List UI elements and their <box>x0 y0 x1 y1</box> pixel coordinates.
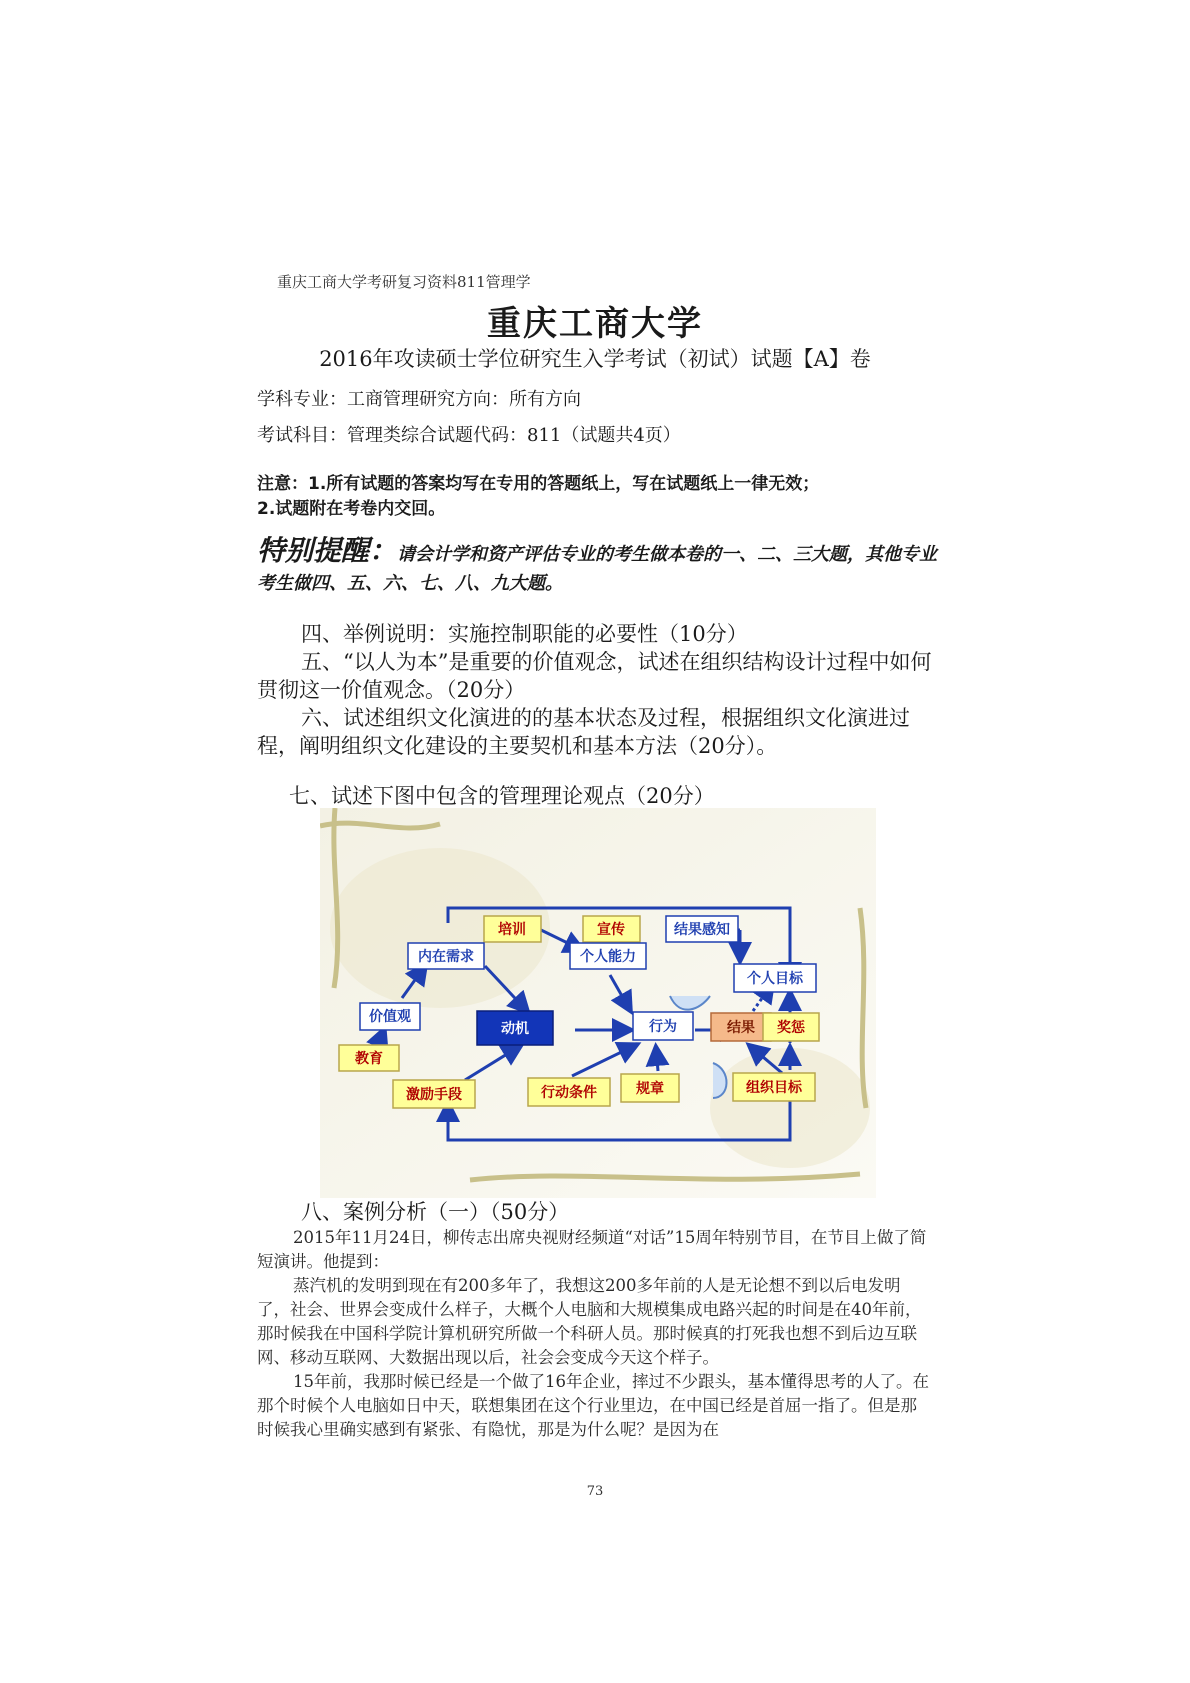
university-title: 重庆工商大学 <box>487 304 703 344</box>
notice-line-1: 注意：1.所有试题的答案均写在专用的答题纸上，写在试题纸上一律无效； <box>257 474 820 494</box>
major-line: 学科专业：工商管理研究方向：所有方向 <box>257 389 581 410</box>
svg-text:动机: 动机 <box>501 1021 529 1037</box>
node-personal-goal <box>734 964 816 992</box>
svg-text:个人目标: 个人目标 <box>747 971 803 987</box>
node-education <box>339 1045 399 1071</box>
page-number: 73 <box>586 1484 604 1499</box>
node-personal-ability <box>570 943 646 969</box>
svg-text:激励手段: 激励手段 <box>406 1087 462 1103</box>
notice-line-2: 2.试题附在考卷内交回。 <box>257 499 446 519</box>
svg-text:行为: 行为 <box>649 1019 677 1035</box>
svg-text:教育: 教育 <box>355 1051 383 1067</box>
svg-text:宣传: 宣传 <box>597 922 625 938</box>
svg-text:培训: 培训 <box>498 922 526 938</box>
case-paragraph-2: 蒸汽机的发明到现在有200多年了，我想这200多年前的人是无论想不到以后电发明了，社会、世界会变成什么样子，大概个人电脑和大规模集成电路兴起的时间是在40年前，那时候我在中国科学院计算机研究所做一个科研人员。那时候真的打死我也想不到后边互联网、移动互联网、大数据出现以后，社会会变成今天这个样子。 <box>257 1276 922 1367</box>
svg-text:规章: 规章 <box>636 1081 664 1097</box>
case-text <box>257 1226 933 1442</box>
svg-text:行动条件: 行动条件 <box>541 1085 597 1101</box>
node-result <box>711 1013 771 1041</box>
node-rules <box>621 1074 679 1102</box>
question-6: 六、试述组织文化演进的的基本状态及过程，根据组织文化演进过程，阐明组织文化建设的主要契机和基本方法（20分）。 <box>257 706 910 758</box>
special-reminder <box>257 536 947 598</box>
case-paragraph-1: 2015年11月24日，柳传志出席央视财经频道“对话”15周年特别节目，在节目上做了简短演讲。他提到： <box>257 1228 927 1271</box>
node-org-goal <box>733 1073 815 1101</box>
svg-text:内在需求: 内在需求 <box>418 949 474 965</box>
svg-text:结果感知: 结果感知 <box>674 922 730 938</box>
svg-text:结果: 结果 <box>727 1020 755 1036</box>
node-action-conditions <box>528 1078 610 1106</box>
node-training <box>484 916 541 942</box>
svg-text:个人能力: 个人能力 <box>580 949 636 965</box>
node-behavior <box>633 1012 693 1040</box>
question-8: 八、案例分析（一）（50分） <box>301 1200 570 1224</box>
node-incentive-means <box>393 1080 475 1108</box>
node-motivation <box>477 1011 553 1045</box>
motivation-diagram <box>320 808 876 1198</box>
header-note: 重庆工商大学考研复习资料811管理学 <box>277 273 531 291</box>
case-paragraph-3: 15年前，我那时候已经是一个做了16年企业，摔过不少跟头，基本懂得思考的人了。在那个时候个人电脑如日中天，联想集团在这个行业里边，在中国已经是首屈一指了。但是那时候我心里确实感到有紧张、有隐忧，那是为什么呢？是因为在 <box>257 1372 929 1439</box>
node-reward-punish <box>763 1013 819 1041</box>
subject-line: 考试科目：管理类综合试题代码：811（试题共4页） <box>257 425 681 446</box>
node-result-perception <box>666 916 738 942</box>
exam-title: 2016年攻读硕士学位研究生入学考试（初试）试题【A】卷 <box>319 347 871 371</box>
question-5: 五、“以人为本”是重要的价值观念，试述在组织结构设计过程中如何贯彻这一价值观念。（20分） <box>257 650 932 702</box>
question-7: 七、试述下图中包含的管理理论观点（20分） <box>289 784 715 808</box>
node-inner-need <box>408 943 484 969</box>
svg-text:价值观: 价值观 <box>369 1009 411 1025</box>
reminder-text: 请会计学和资产评估专业的考生做本卷的一、二、三大题，其他专业考生做四、五、六、七、八、九大题。 <box>257 544 938 594</box>
node-publicity <box>583 916 640 942</box>
node-values <box>360 1003 420 1030</box>
vine-right <box>860 908 866 1108</box>
svg-text:组织目标: 组织目标 <box>746 1080 802 1096</box>
reminder-label: 特别提醒： <box>257 534 398 567</box>
question-4: 四、举例说明：实施控制职能的必要性（10分） <box>301 622 748 646</box>
svg-text:奖惩: 奖惩 <box>777 1020 805 1036</box>
